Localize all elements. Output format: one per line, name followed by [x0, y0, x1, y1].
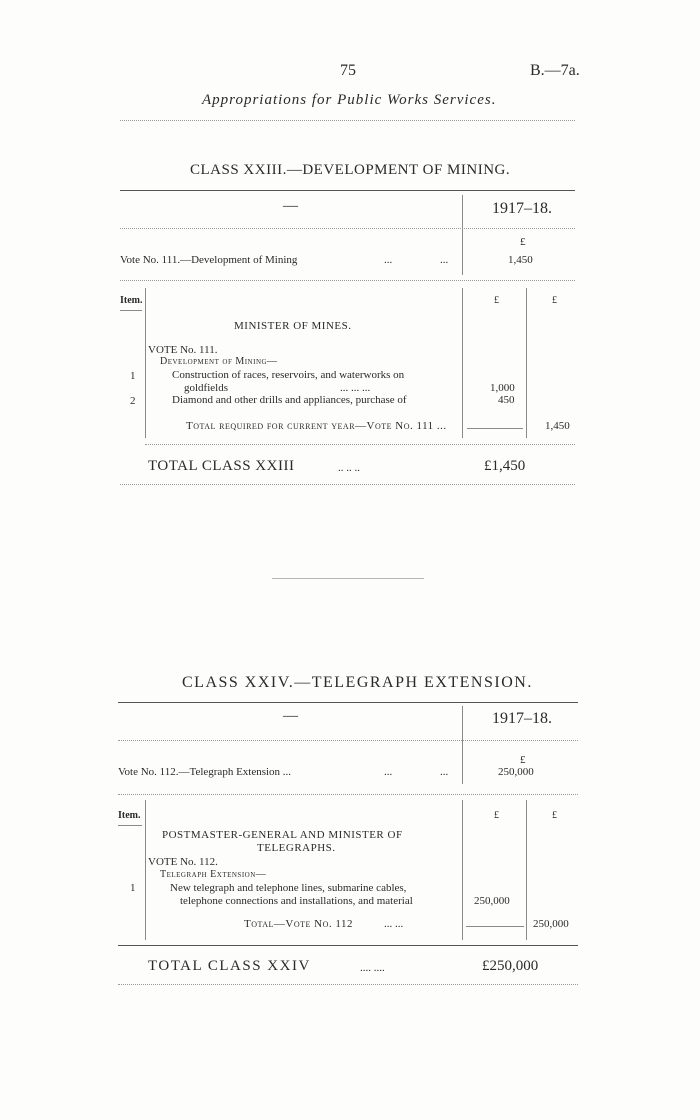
item-description-1a: New telegraph and telephone lines, submarine cables,: [170, 882, 407, 894]
item-description-1b: telephone connections and installations, and material: [180, 895, 413, 907]
subhead: Telegraph Extension—: [160, 869, 267, 880]
pound-symbol: £: [520, 236, 526, 248]
year-heading: 1917–18.: [492, 710, 552, 727]
class-total-amount: £1,450: [484, 458, 526, 474]
total-dots: ... ...: [384, 918, 404, 930]
item-description-1a: Construction of races, reservoirs, and waterworks on: [172, 369, 405, 381]
vote-amount: 250,000: [498, 766, 534, 778]
pound-column-1: £: [494, 295, 499, 306]
vote-dots-2: ...: [440, 254, 449, 266]
vote-dots-1: ...: [384, 254, 393, 266]
total-rule: [466, 926, 524, 927]
heading-dash: —: [283, 198, 298, 214]
pound-symbol: £: [520, 754, 526, 766]
section-separator: [272, 578, 424, 579]
page-number: 75: [340, 62, 356, 79]
header-rule: [120, 120, 575, 121]
class-total-dots: .... ....: [360, 962, 385, 974]
subhead: Development of Mining—: [160, 356, 278, 367]
year-rule: [118, 740, 578, 741]
section-end-rule: [118, 984, 578, 985]
minister-heading-line-2: TELEGRAPHS.: [257, 842, 336, 854]
amount-column-rule-1: [462, 288, 463, 438]
total-label: Total required for current year—Vote No. 111 ...: [186, 420, 447, 432]
item-number-1: 1: [130, 882, 136, 894]
document-reference: B.—7a.: [530, 62, 580, 79]
item-description-1b: goldfields: [184, 382, 228, 394]
vote-rule: [120, 280, 575, 281]
page-subtitle: Appropriations for Public Works Services.: [202, 92, 497, 108]
item-description-2: Diamond and other drills and appliances, purchase of: [172, 394, 407, 406]
item-column-header: Item.: [120, 295, 143, 306]
vote-line: Vote No. 112.—Telegraph Extension ...: [118, 766, 292, 778]
item-number-2: 2: [130, 395, 136, 407]
item-number-1: 1: [130, 370, 136, 382]
vote-number: VOTE No. 112.: [148, 856, 218, 868]
title-rule: [118, 702, 578, 703]
table-bottom-rule: [145, 444, 575, 445]
item-column-rule: [145, 800, 146, 940]
item-amount-2: 450: [498, 394, 515, 406]
minister-heading: MINISTER OF MINES.: [234, 320, 352, 332]
total-amount: 250,000: [533, 918, 569, 930]
pound-column-2: £: [552, 810, 557, 821]
total-label: Total—Vote No. 112: [244, 918, 353, 930]
column-divider: [462, 195, 463, 275]
section-end-rule: [120, 484, 575, 485]
minister-heading-line-1: POSTMASTER-GENERAL AND MINISTER OF: [162, 829, 403, 841]
heading-dash: —: [283, 708, 298, 724]
class-total-dots: .. .. ..: [338, 462, 360, 474]
total-amount: 1,450: [545, 420, 570, 432]
item-header-underline: [118, 825, 142, 826]
class-total-label: TOTAL CLASS XXIV: [148, 958, 311, 974]
item-column-header: Item.: [118, 810, 141, 821]
item-dots-1: ... ... ...: [340, 382, 371, 394]
class-title: CLASS XXIII.—DEVELOPMENT OF MINING.: [190, 162, 511, 178]
item-amount-1: 1,000: [490, 382, 515, 394]
title-rule: [120, 190, 575, 191]
pound-column-1: £: [494, 810, 499, 821]
item-header-underline: [120, 310, 142, 311]
amount-column-rule-2: [526, 800, 527, 940]
vote-rule: [118, 794, 578, 795]
column-divider: [462, 706, 463, 784]
vote-amount: 1,450: [508, 254, 533, 266]
class-total-label: TOTAL CLASS XXIII: [148, 458, 295, 474]
pound-column-2: £: [552, 295, 557, 306]
amount-column-rule-2: [526, 288, 527, 438]
class-title: CLASS XXIV.—TELEGRAPH EXTENSION.: [182, 674, 533, 691]
amount-column-rule-1: [462, 800, 463, 940]
vote-line: Vote No. 111.—Development of Mining: [120, 254, 298, 266]
vote-number: VOTE No. 111.: [148, 344, 218, 356]
item-column-rule: [145, 288, 146, 438]
vote-dots-1: ...: [384, 766, 393, 778]
total-rule: [467, 428, 523, 429]
vote-dots-2: ...: [440, 766, 449, 778]
item-amount-1: 250,000: [474, 895, 510, 907]
table-bottom-rule: [118, 945, 578, 946]
class-total-amount: £250,000: [482, 958, 539, 974]
year-heading: 1917–18.: [492, 200, 552, 217]
year-rule: [120, 228, 575, 229]
